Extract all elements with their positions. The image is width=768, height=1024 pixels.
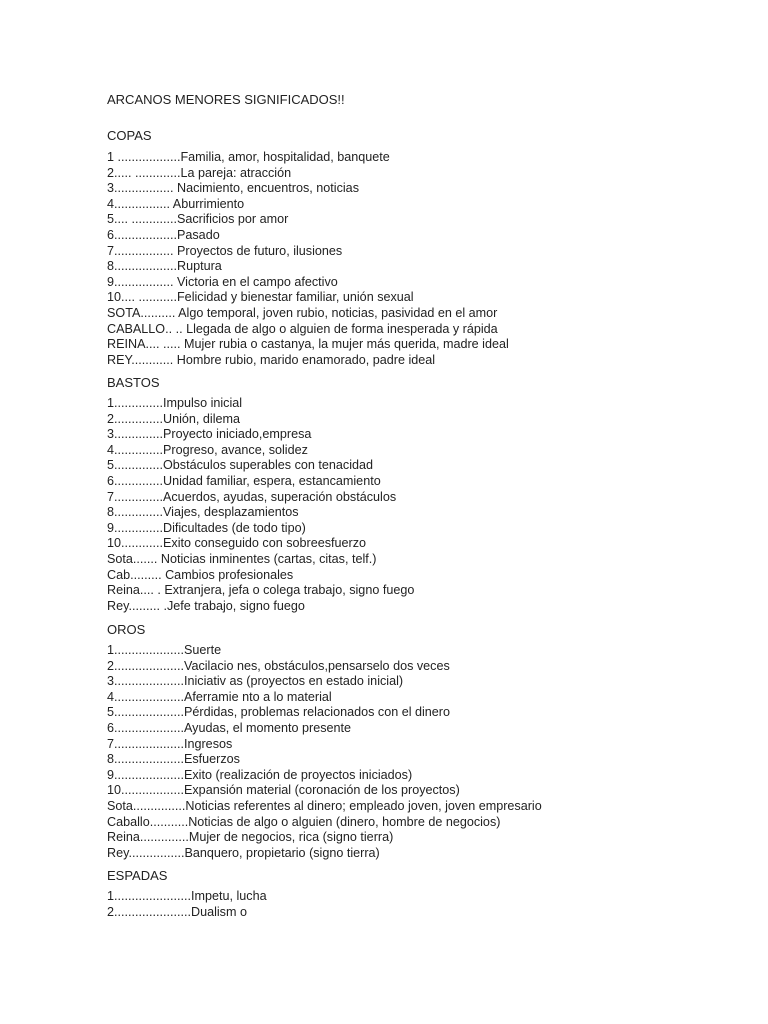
list-item: Rey......... .Jefe trabajo, signo fuego bbox=[107, 598, 305, 613]
entry-list-copas bbox=[107, 150, 509, 368]
list-item: 2..... .............La pareja: atracción bbox=[107, 165, 292, 180]
list-item: 5....................Pérdidas, problemas relacionados con el dinero bbox=[107, 705, 451, 720]
list-item: Caballo...........Noticias de algo o alguien (dinero, hombre de negocios) bbox=[107, 814, 501, 829]
entry-list-espadas bbox=[107, 889, 267, 920]
list-item: 1......................Impetu, lucha bbox=[107, 889, 267, 903]
list-item: Sota....... Noticias inminentes (cartas, citas, telf.) bbox=[107, 551, 377, 566]
list-item: 9................. Victoria en el campo afectivo bbox=[107, 274, 338, 289]
entry-list-oros bbox=[107, 643, 542, 861]
list-item: 6..............Unidad familiar, espera, estancamiento bbox=[107, 473, 381, 488]
list-item: 3..............Proyecto iniciado,empresa bbox=[107, 427, 312, 442]
list-item: 5..............Obstáculos superables con tenacidad bbox=[107, 458, 374, 473]
list-item: 6....................Ayudas, el momento presente bbox=[107, 720, 352, 735]
section-heading-bastos: BASTOS bbox=[107, 375, 160, 390]
list-item: 7....................Ingresos bbox=[107, 736, 233, 751]
section-espadas bbox=[107, 868, 267, 920]
list-item: 4................ Aburrimiento bbox=[107, 196, 245, 211]
section-bastos bbox=[107, 375, 414, 614]
list-item: 2..............Unión, dilema bbox=[107, 411, 240, 426]
list-item: 4..............Progreso, avance, solidez bbox=[107, 442, 308, 457]
list-item: 6..................Pasado bbox=[107, 227, 220, 242]
list-item: 1 ..................Familia, amor, hospitalidad, banquete bbox=[107, 150, 390, 164]
list-item: REY............ Hombre rubio, marido enamorado, padre ideal bbox=[107, 352, 436, 367]
list-item: 1....................Suerte bbox=[107, 643, 222, 657]
section-oros bbox=[107, 622, 542, 861]
list-item: 9..............Dificultades (de todo tipo) bbox=[107, 520, 306, 535]
list-item: 3................. Nacimiento, encuentros, noticias bbox=[107, 181, 359, 196]
list-item: 10............Exito conseguido con sobreesfuerzo bbox=[107, 536, 367, 551]
list-item: 7................. Proyectos de futuro, ilusiones bbox=[107, 243, 343, 258]
list-item: 10.... ...........Felicidad y bienestar familiar, unión sexual bbox=[107, 290, 414, 305]
list-item: 4....................Aferramie nto a lo material bbox=[107, 689, 332, 704]
list-item: Cab......... Cambios profesionales bbox=[107, 567, 294, 582]
list-item: Reina.... . Extranjera, jefa o colega trabajo, signo fuego bbox=[107, 583, 415, 598]
list-item: Reina..............Mujer de negocios, rica (signo tierra) bbox=[107, 830, 394, 845]
section-heading-espadas: ESPADAS bbox=[107, 868, 168, 883]
list-item: REINA.... ..... Mujer rubia o castanya, la mujer más querida, madre ideal bbox=[107, 337, 509, 352]
list-item: 8..............Viajes, desplazamientos bbox=[107, 505, 299, 520]
list-item: SOTA.......... Algo temporal, joven rubio, noticias, pasividad en el amor bbox=[107, 305, 498, 320]
list-item: CABALLO.. .. Llegada de algo o alguien de forma inesperada y rápida bbox=[107, 321, 498, 336]
list-item: 3....................Iniciativ as (proyectos en estado inicial) bbox=[107, 674, 404, 689]
list-item: 9....................Exito (realización de proyectos iniciados) bbox=[107, 767, 413, 782]
document-title: ARCANOS MENORES SIGNIFICADOS!! bbox=[107, 92, 345, 107]
list-item: 5.... .............Sacrificios por amor bbox=[107, 212, 289, 227]
list-item: 7..............Acuerdos, ayudas, superación obstáculos bbox=[107, 489, 397, 504]
list-item: 8..................Ruptura bbox=[107, 259, 222, 274]
list-item: 8....................Esfuerzos bbox=[107, 752, 240, 767]
section-heading-copas: COPAS bbox=[107, 128, 152, 143]
list-item: 10..................Expansión material (coronación de los proyectos) bbox=[107, 783, 460, 798]
section-copas bbox=[107, 128, 509, 368]
entry-list-bastos bbox=[107, 396, 414, 614]
list-item: 1..............Impulso inicial bbox=[107, 396, 243, 410]
list-item: Rey................Banquero, propietario (signo tierra) bbox=[107, 845, 380, 860]
list-item: Sota...............Noticias referentes al dinero; empleado joven, joven empresario bbox=[107, 798, 542, 813]
list-item: 2....................Vacilacio nes, obstáculos,pensarselo dos veces bbox=[107, 658, 450, 673]
list-item: 2......................Dualism o bbox=[107, 904, 247, 919]
section-heading-oros: OROS bbox=[107, 622, 146, 637]
